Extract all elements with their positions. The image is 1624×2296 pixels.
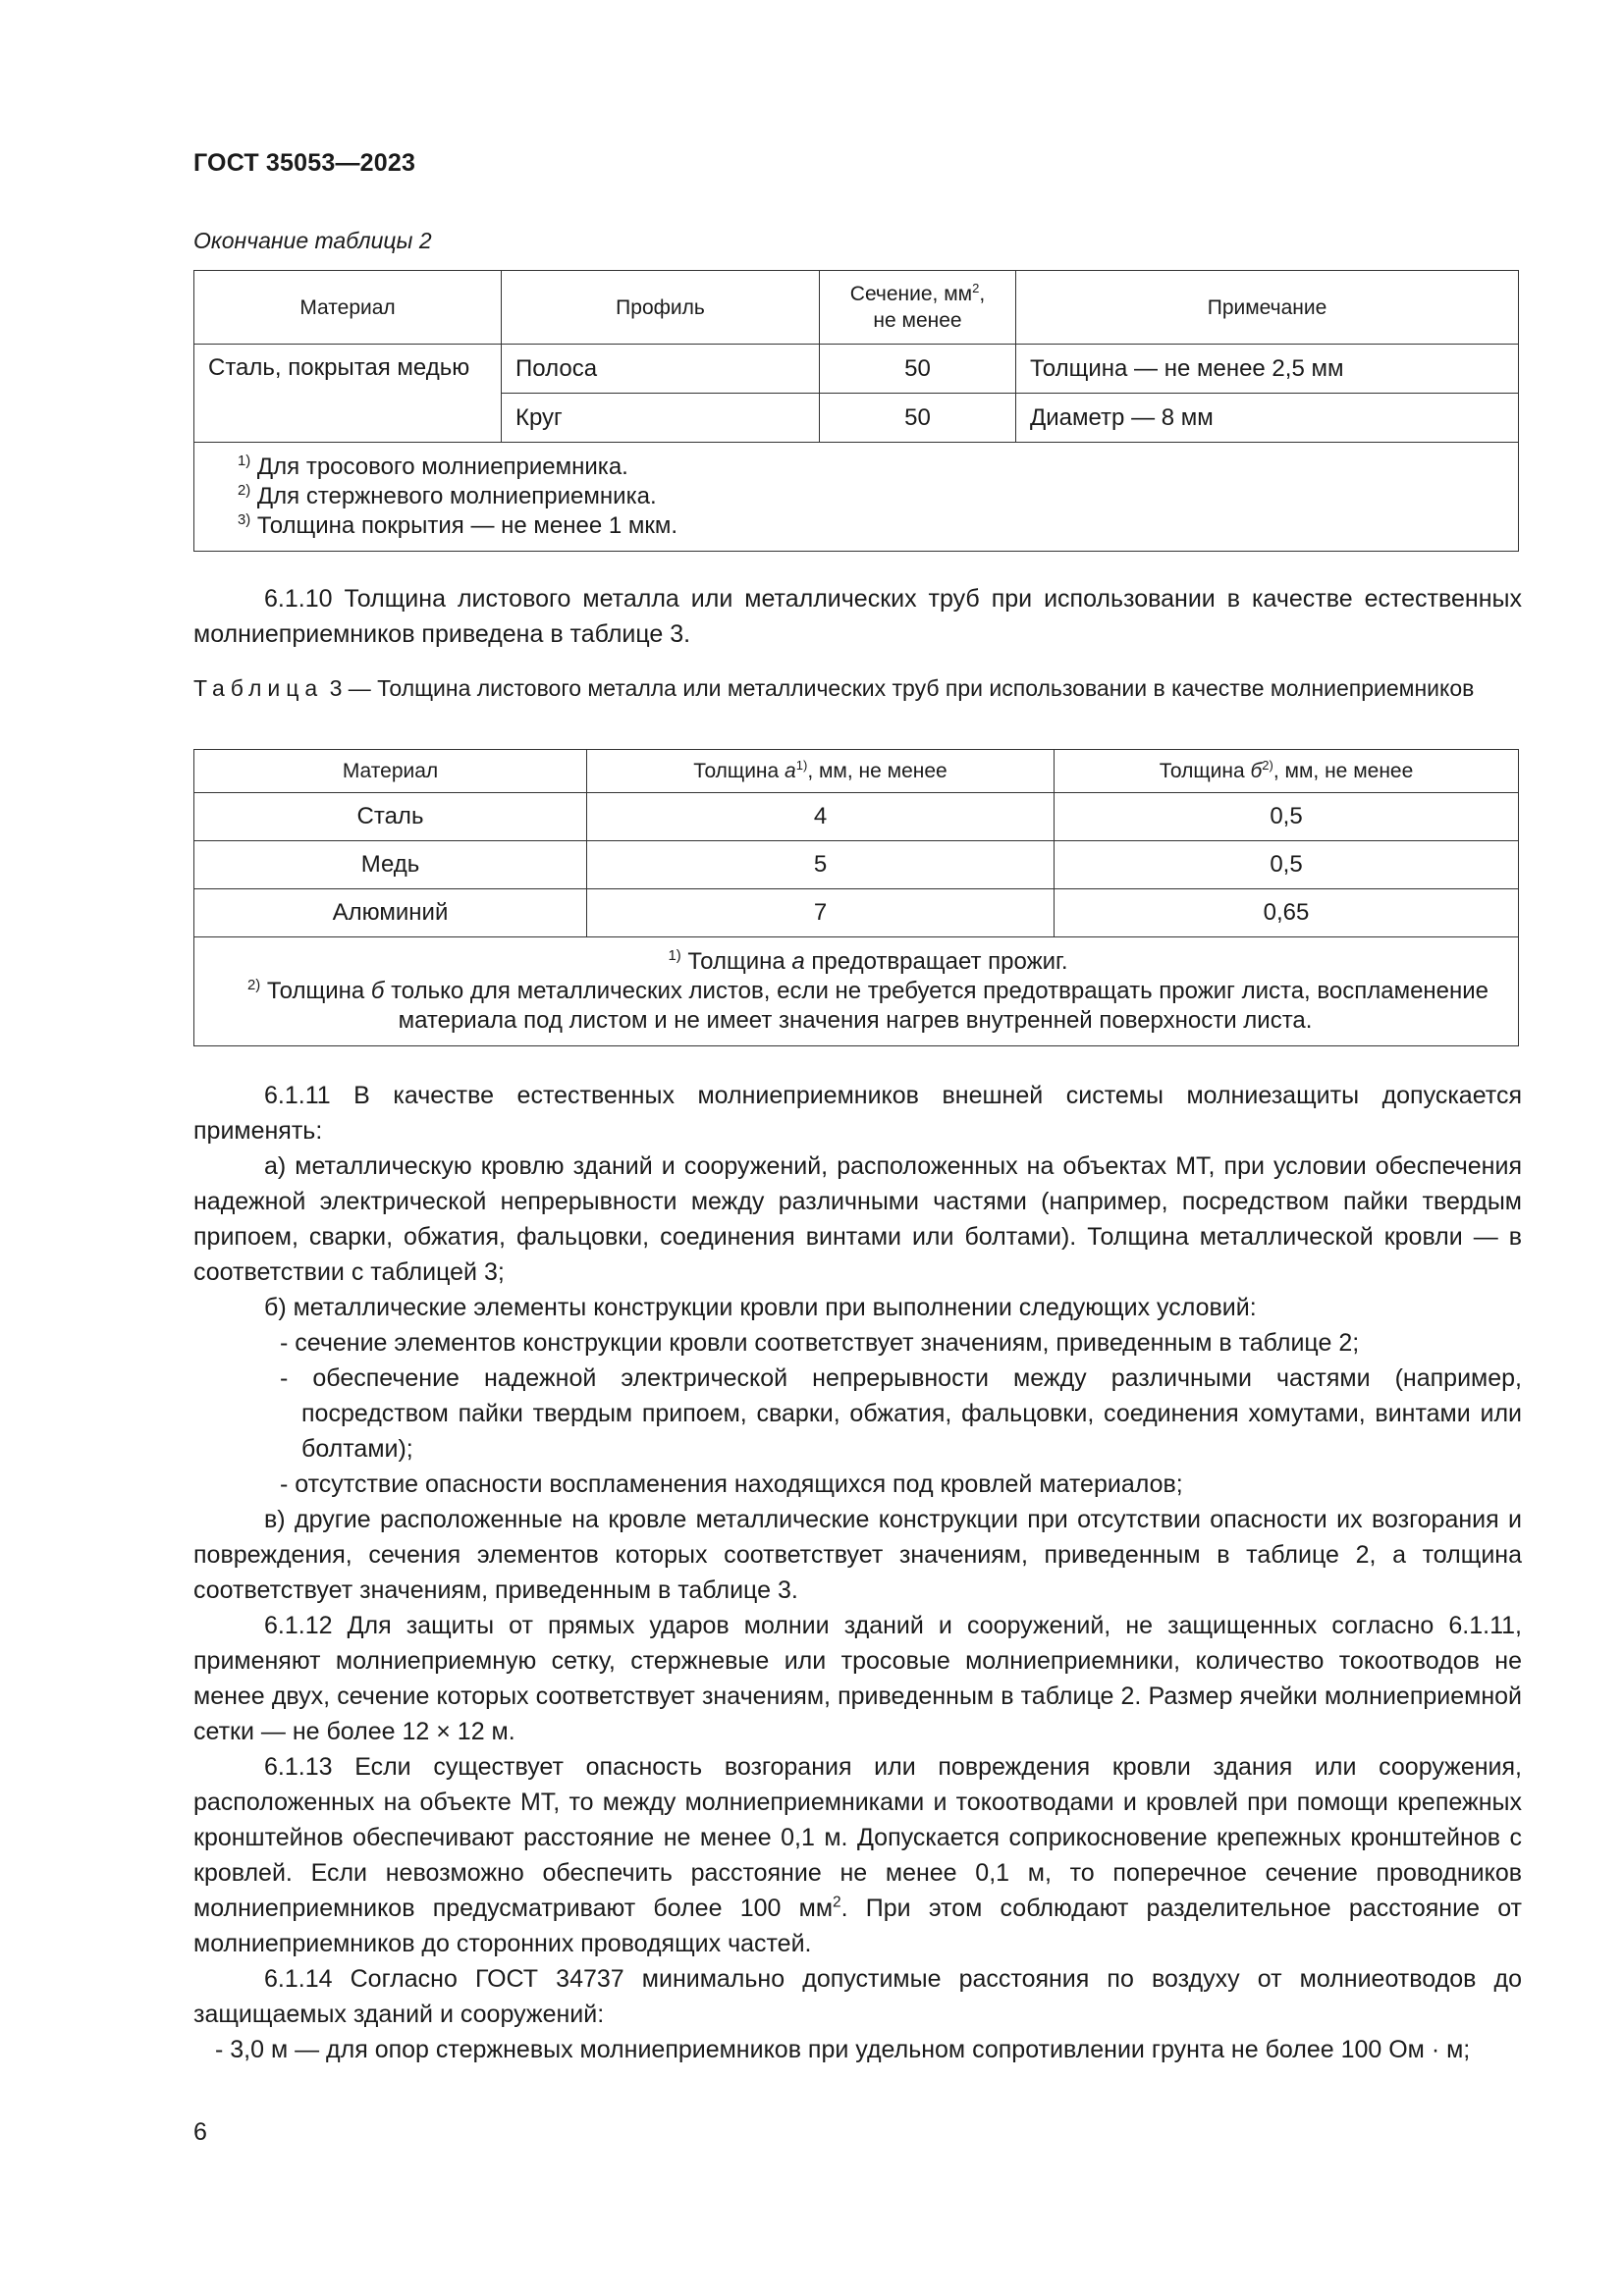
footnote: $^{2)}$ Толщина б только для металлических листов, если не требуется предотвращать прожиг листа, воспламенение материала под листом и не имеет значения нагрев внутренней поверхности листа. bbox=[246, 978, 1489, 1034]
footnote: $^{1)}$ Толщина a предотвращает прожиг. bbox=[668, 948, 1068, 975]
paragraph-6-1-10: 6.1.10 Толщина листового металла или металлических труб при использовании в качестве естественных молниеприемников приведена в таблице 3. bbox=[193, 585, 1522, 648]
cell-material: Сталь, покрытая медью bbox=[194, 345, 502, 443]
cell-thickness-b: 0,5 bbox=[1055, 793, 1519, 841]
cell-note: Диаметр — 8 мм bbox=[1016, 394, 1519, 443]
cell-thickness-b: 0,65 bbox=[1055, 889, 1519, 937]
cell-material: Сталь bbox=[194, 793, 587, 841]
list-item: - 3,0 м — для опор стержневых молниеприемников при удельном сопротивлении грунта не более 100 Ом · м; bbox=[215, 2036, 1471, 2063]
table-2-continuation-caption: Окончание таблицы 2 bbox=[193, 228, 432, 253]
table-3-header-row bbox=[194, 750, 1519, 793]
cell-profile: Полоса bbox=[502, 345, 820, 394]
document-id-header: ГОСТ 35053—2023 bbox=[193, 149, 416, 177]
cell-profile: Круг bbox=[502, 394, 820, 443]
body-section-6-1-11-to-6-1-14 bbox=[193, 1078, 1522, 2067]
cell-thickness-a: 5 bbox=[587, 841, 1055, 889]
table-3-footnotes bbox=[194, 937, 1519, 1046]
table-row bbox=[194, 889, 1519, 937]
paragraph-6-1-14: 6.1.14 Согласно ГОСТ 34737 минимально допустимые расстояния по воздуху от молниеотводов до защищаемых зданий и сооружений: bbox=[193, 1965, 1522, 2028]
page-number: 6 bbox=[193, 2118, 207, 2146]
cell-material: Медь bbox=[194, 841, 587, 889]
cell-thickness-a: 7 bbox=[587, 889, 1055, 937]
footnote: $^{3)}$ Толщина покрытия — не менее 1 мкм. bbox=[238, 512, 678, 539]
item-b: б) металлические элементы конструкции кровли при выполнении следующих условий: bbox=[264, 1294, 1257, 1321]
table-row bbox=[194, 345, 1519, 394]
item-c: в) другие расположенные на кровле металлические конструкции при отсутствии опасности их возгорания и повреждения, сечения элементов которых соответствует значениям, приведенным в таблице 2, а толщина соответствует значениям, приведенным в таблице 3. bbox=[193, 1506, 1522, 1604]
header-note: Примечание bbox=[1016, 271, 1519, 345]
cell-thickness-a: 4 bbox=[587, 793, 1055, 841]
table-row bbox=[194, 841, 1519, 889]
header-material: Материал bbox=[194, 271, 502, 345]
header-material: Материал bbox=[194, 750, 587, 793]
table-3-footnotes-row bbox=[194, 937, 1519, 1046]
paragraph-6-1-12: 6.1.12 Для защиты от прямых ударов молнии зданий и сооружений, не защищенных согласно 6.1.11, применяют молниеприемную сетку, стержневые или тросовые молниеприемники, количество токоотводов не менее двух, сечение которых соответствует значениям, приведенным в таблице 2. Размер ячейки молниеприемной сетки — не более 12 × 12 м. bbox=[193, 1612, 1522, 1745]
table-row bbox=[194, 793, 1519, 841]
table-3-title: Таблица 3 — Толщина листового металла или металлических труб при использовании в качестве молниеприемников bbox=[193, 675, 1475, 701]
paragraph-6-1-13: 6.1.13 Если существует опасность возгорания или повреждения кровли здания или сооружения, расположенных на объекте МТ, то между молниеприемниками и токоотводами и кровлей при помощи крепежных кронштейнов обеспечивают расстояние не менее 0,1 м. Допускается соприкосновение крепежных кронштейнов с кровлей. Если невозможно обеспечить расстояние не менее 0,1 м, то поперечное сечение проводников молниеприемников предусматривают более 100 $мм^2$. При этом соблюдают разделительное расстояние от молниеприемников до сторонних проводящих частей. bbox=[193, 1753, 1523, 1957]
cell-material: Алюминий bbox=[194, 889, 587, 937]
item-a: а) металлическую кровлю зданий и сооружений, расположенных на объектах МТ, при условии обеспечения надежной электрической непрерывности между различными частями (например, посредством пайки твердым припоем, сварки, обжатия, фальцовки, соединения винтами или болтами). Толщина металлической кровли — в соответствии с таблицей 3; bbox=[193, 1152, 1522, 1286]
table-3 bbox=[193, 749, 1519, 1046]
list-item: - обеспечение надежной электрической непрерывности между различными частями (например, посредством пайки твердым припоем, сварки, обжатия, фальцовки, соединения хомутами, винтами или болтами); bbox=[280, 1364, 1522, 1463]
table-2-footnotes-row bbox=[194, 443, 1519, 552]
footnote: $^{2)}$ Для стержневого молниеприемника. bbox=[238, 483, 657, 509]
cell-section: 50 bbox=[820, 345, 1016, 394]
header-profile: Профиль bbox=[502, 271, 820, 345]
footnote: $^{1)}$ Для тросового молниеприемника. bbox=[238, 454, 628, 480]
cell-thickness-b: 0,5 bbox=[1055, 841, 1519, 889]
cell-note: Толщина — не менее 2,5 мм bbox=[1016, 345, 1519, 394]
list-item: - отсутствие опасности воспламенения находящихся под кровлей материалов; bbox=[280, 1470, 1183, 1498]
table-2 bbox=[193, 270, 1519, 552]
header-section: Сечение, $мм^2$, не менее bbox=[820, 271, 1016, 345]
paragraph-6-1-11: 6.1.11 В качестве естественных молниеприемников внешней системы молниезащиты допускается применять: bbox=[193, 1082, 1522, 1145]
cell-section: 50 bbox=[820, 394, 1016, 443]
table-2-footnotes bbox=[194, 443, 1519, 552]
header-thickness-a: Толщина $a^{1)}$, мм, не менее bbox=[587, 750, 1055, 793]
table-2-header-row bbox=[194, 271, 1519, 345]
header-thickness-b: Толщина $б^{2)}$, мм, не менее bbox=[1055, 750, 1519, 793]
list-item: - сечение элементов конструкции кровли соответствует значениям, приведенным в таблице 2; bbox=[280, 1329, 1360, 1357]
